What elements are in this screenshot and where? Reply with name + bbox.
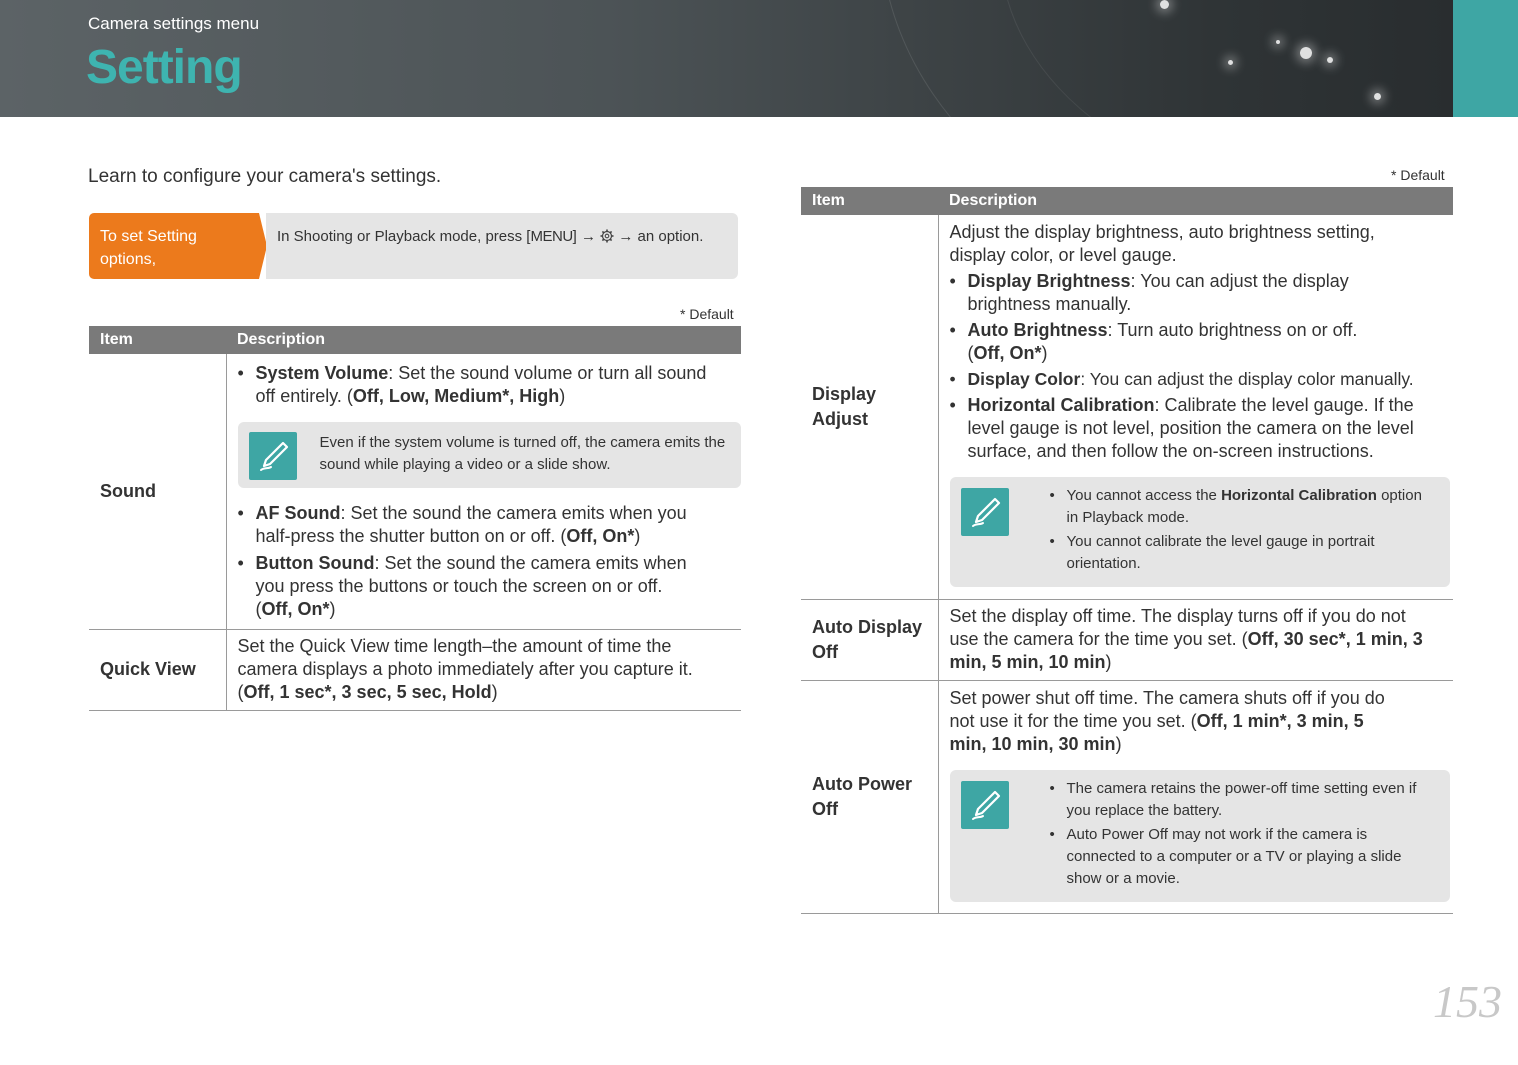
option-values: Off, On*: [566, 525, 635, 546]
option-text: : You can adjust the display color manually.: [1080, 369, 1414, 390]
row-item-label: Auto Display Off: [801, 599, 938, 680]
page-title: Setting: [86, 41, 242, 94]
page-number: 153: [1433, 976, 1502, 1027]
pencil-note-icon: [961, 488, 1009, 536]
settings-table-right: [801, 187, 1453, 914]
note-bullet: [1050, 485, 1427, 529]
bullet-item: [950, 394, 1443, 463]
option-name: Button Sound: [255, 552, 375, 573]
option-text: : Set the sound the camera emits when you half-press the shutter button on or off. (: [255, 502, 687, 546]
bullet-item: [238, 362, 731, 408]
note-bullet: • The camera retains the power-off time setting even if you replace the battery.: [1050, 778, 1427, 822]
menu-key-label: MENU: [530, 228, 573, 245]
row-item-label: Display Adjust: [801, 215, 938, 599]
column-header-description: Description: [938, 187, 1453, 215]
note-box: [950, 477, 1451, 587]
banner-accent-block: [1453, 0, 1518, 117]
option-end: ): [559, 385, 566, 406]
banner-light: [1160, 0, 1169, 9]
settings-table-left: [89, 326, 741, 711]
option-text: : Set the sound the camera emits when you press the buttons or touch the screen on or off. (: [255, 552, 687, 619]
option-name: Horizontal Calibration: [967, 395, 1155, 416]
table-row: [801, 215, 1453, 599]
description-text: Set the display off time. The display turns off if you do not use the camera for the time you set. (: [949, 606, 1406, 649]
banner-decoration: [1000, 0, 1518, 117]
intro-text: Learn to configure your camera's settings.: [88, 166, 442, 187]
default-note: * Default: [680, 306, 734, 322]
option-values: Off, Low, Medium*, High: [352, 385, 560, 406]
row-item-label: Auto Power Off: [801, 680, 938, 913]
option-values: Off, 1 sec*, 3 sec, 5 sec, Hold: [243, 682, 492, 702]
option-end: ): [491, 682, 498, 702]
banner-light: [1228, 60, 1233, 65]
option-values: Off, 30 sec*, 1 min, 3 min, 5 min, 10 min: [949, 629, 1423, 672]
table-row: [801, 680, 1453, 913]
description-text: Set the Quick View time length–the amount of time the camera displays a photo immediately after you capture it. (: [237, 636, 693, 702]
note-text: Even if the system volume is turned off, the camera emits the sound while playing a video or a slide show.: [319, 433, 726, 473]
row-description: [226, 629, 741, 710]
howto-text-mid: ] →: [572, 228, 601, 245]
bullet-item: [238, 552, 731, 621]
column-header-item: Item: [89, 326, 226, 354]
option-values: Off, 1 min*, 3 min, 5 min, 10 min, 30 min: [949, 710, 1364, 754]
default-note: * Default: [1391, 167, 1445, 183]
row-item-label: Quick View: [89, 629, 226, 710]
option-name: AF Sound: [255, 502, 341, 523]
option-end: ): [1105, 652, 1112, 672]
row-description: [938, 680, 1453, 913]
note-text: You cannot access the: [1066, 487, 1222, 505]
banner-light: [1327, 57, 1333, 63]
gear-icon: [600, 227, 614, 241]
option-end: ): [634, 525, 641, 546]
option-values: Off, On*: [261, 598, 330, 619]
howto-instruction: [266, 213, 738, 279]
description-intro: Adjust the display brightness, auto brightness setting, display color, or level gauge.: [949, 222, 1375, 266]
bullet-item: [950, 319, 1443, 365]
table-row: [89, 354, 741, 629]
bullet-item: [950, 368, 1443, 391]
option-end: ): [1115, 733, 1122, 754]
table-row: [801, 599, 1453, 680]
howto-text-after: → an option.: [614, 228, 704, 245]
howto-tag: To set Setting options,: [89, 213, 259, 279]
pencil-note-icon: [249, 432, 297, 480]
option-name: Display Color: [967, 369, 1081, 390]
table-header-row: [801, 187, 1453, 215]
section-label: Camera settings menu: [88, 14, 260, 33]
banner-light: [1300, 47, 1312, 59]
table-header-row: [89, 326, 741, 354]
header-banner: [0, 0, 1518, 117]
option-name: Display Brightness: [967, 271, 1131, 292]
row-description: [938, 599, 1453, 680]
option-text: : You can adjust the display brightness manually.: [967, 271, 1349, 315]
note-text: option in Playback mode.: [1066, 487, 1422, 527]
note-bullet: • Auto Power Off may not work if the camera is connected to a computer or a TV or playing a slide show or a movie.: [1050, 824, 1427, 890]
option-text: : Set the sound volume or turn all sound off entirely. (: [255, 362, 707, 406]
note-text: You cannot calibrate the level gauge in portrait orientation.: [1066, 533, 1375, 573]
option-name: Auto Brightness: [967, 320, 1108, 341]
table-row: [89, 629, 741, 710]
pencil-note-icon: [961, 781, 1009, 829]
option-text: : Turn auto brightness on or off. (: [967, 320, 1358, 364]
banner-light: [1276, 40, 1280, 44]
howto-text-before: In Shooting or Playback mode, press [: [277, 228, 531, 245]
row-item-label: Sound: [89, 354, 226, 629]
note-box: [238, 422, 742, 488]
option-name: System Volume: [255, 362, 389, 383]
bullet-item: [950, 270, 1443, 316]
option-end: ): [1041, 343, 1048, 364]
bullet-item: [238, 502, 731, 548]
note-box: [950, 770, 1451, 902]
row-description: [938, 215, 1453, 599]
description-text: [950, 687, 1443, 756]
note-bullet: [1050, 531, 1427, 575]
column-header-item: Item: [801, 187, 938, 215]
banner-light: [1374, 93, 1381, 100]
option-values: Off, On*: [973, 343, 1042, 364]
row-description: [226, 354, 741, 629]
note-emphasis: Horizontal Calibration: [1221, 487, 1377, 505]
description-text: Set power shut off time. The camera shuts off if you do not use it for the time you set. (: [949, 687, 1385, 731]
howto-box: [89, 213, 738, 279]
column-header-description: Description: [226, 326, 741, 354]
option-text: : Calibrate the level gauge. If the level gauge is not level, position the camera on the level surface, and then follow the on-screen instructions.: [967, 395, 1414, 462]
option-end: ): [329, 598, 336, 619]
